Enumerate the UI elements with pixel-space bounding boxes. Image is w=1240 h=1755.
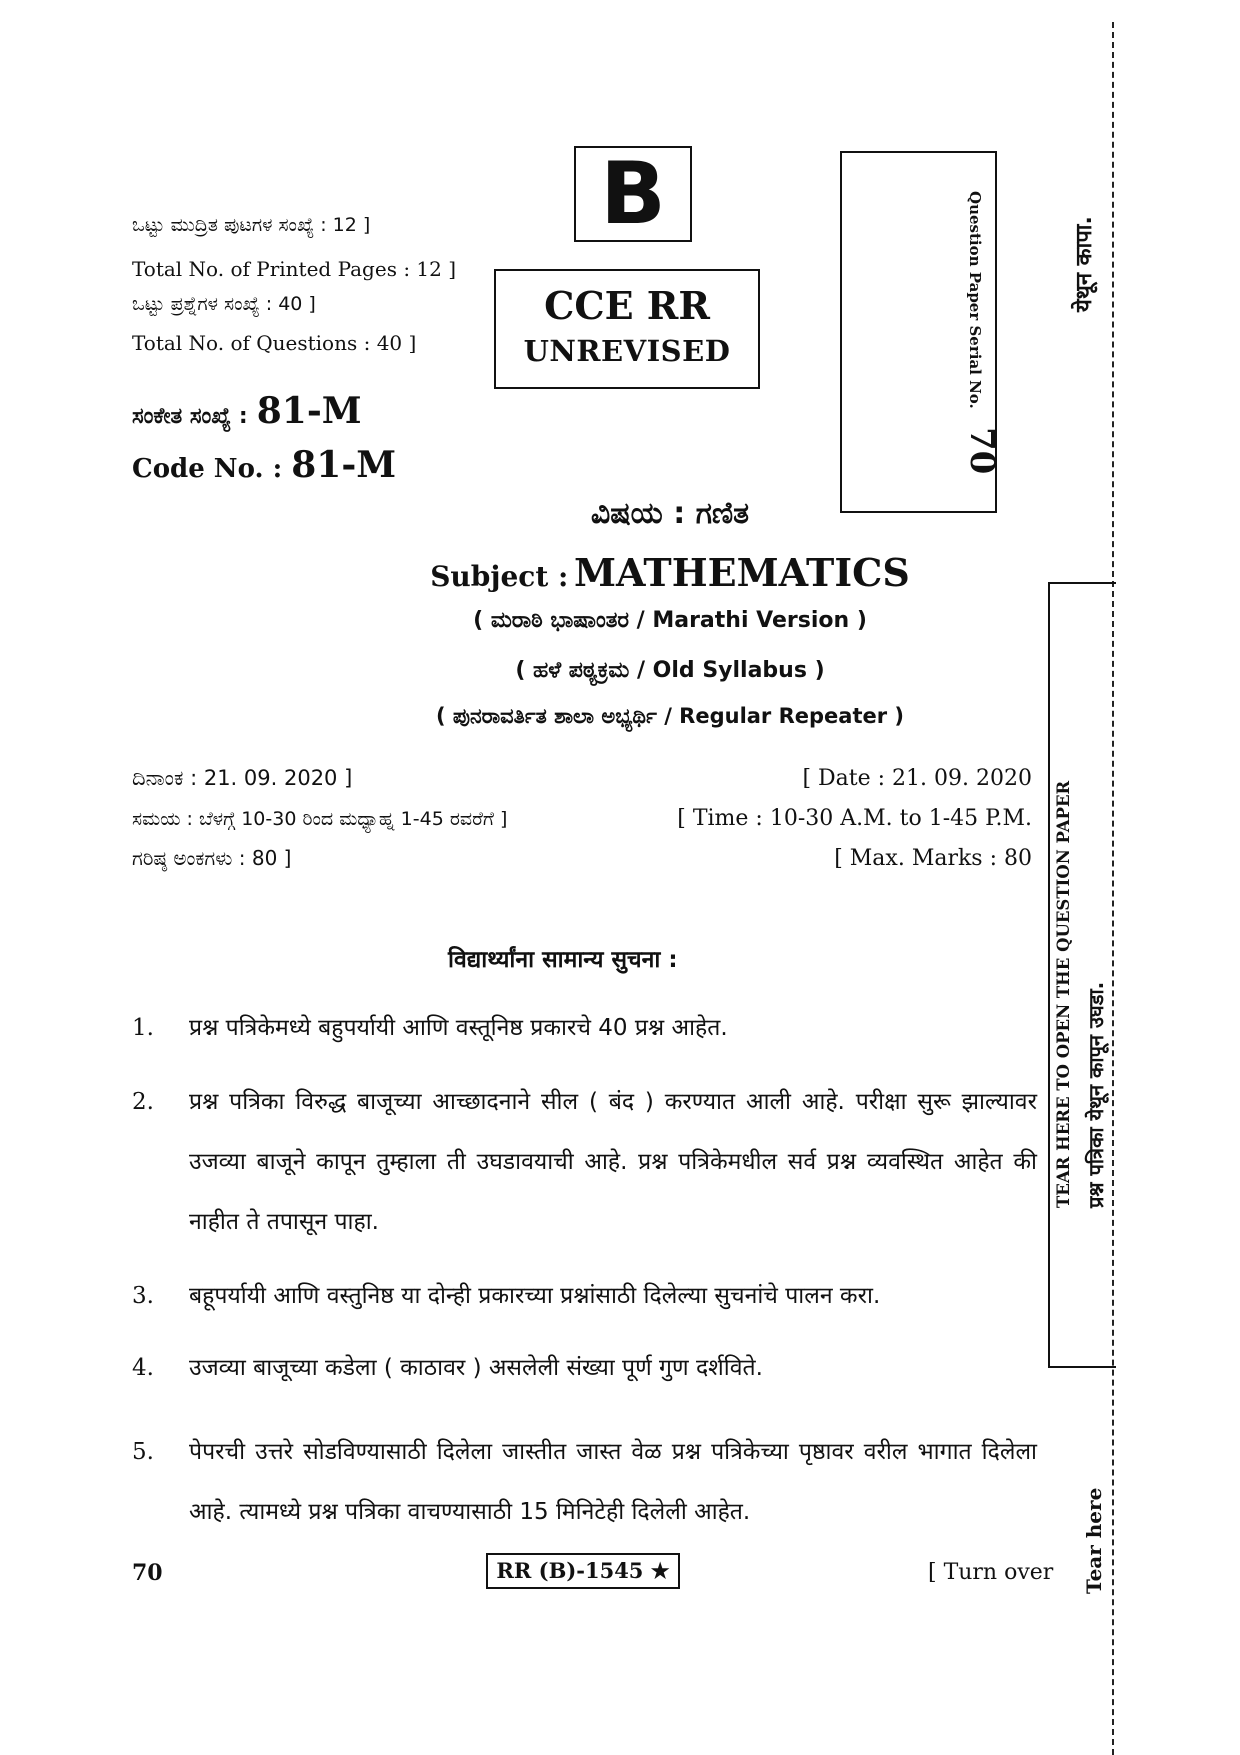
- instruction-text: उजव्या बाजूच्या कडेला ( काठावर ) असलेली संख्या पूर्ण गुण दर्शविते.: [189, 1355, 763, 1381]
- serial-box: [840, 151, 1002, 513]
- time-kn: ಸಮಯ : ಬೆಳಗ್ಗೆ 10-30 ರಿಂದ ಮಧ್ಯಾಹ್ನ 1-45 ರವರೆಗೆ ]: [132, 808, 508, 830]
- tear-label-en: TEAR HERE TO OPEN THE QUESTION PAPER: [1054, 780, 1073, 1208]
- instruction-text: बहूपर्यायी आणि वस्तुनिष्ठ या दोन्ही प्रकारच्या प्रश्नांसाठी दिलेल्या सुचनांचे पालन करा.: [189, 1283, 881, 1309]
- date-en: [ Date : 21. 09. 2020: [802, 766, 1032, 791]
- cce-box: [494, 269, 760, 389]
- date-row: [132, 766, 1032, 791]
- tear-label-mr: प्रश्न पत्रिका येथून कापून उघडा.: [1084, 981, 1108, 1208]
- questions-en: Total No. of Questions : 40 ]: [132, 331, 417, 355]
- time-row: [132, 806, 1032, 831]
- pages-en: Total No. of Printed Pages : 12 ]: [132, 257, 457, 281]
- pages-kn: ಒಟ್ಟು ಮುದ್ರಿತ ಪುಟಗಳ ಸಂಖ್ಯೆ : 12 ]: [132, 214, 371, 236]
- cut-here-label: येथून कापा.: [1072, 216, 1097, 312]
- date-kn: ದಿನಾಂಕ : 21. 09. 2020 ]: [132, 766, 353, 790]
- instruction-num: 5.: [132, 1439, 154, 1465]
- marks-en: [ Max. Marks : 80: [834, 846, 1032, 871]
- version-letter-box: B: [574, 146, 692, 242]
- marks-kn: ಗರಿಷ್ಠ ಅಂಕಗಳು : 80 ]: [132, 846, 292, 870]
- instruction-num: 2.: [132, 1089, 154, 1115]
- paper-code-box: RR (B)-1545 ★: [486, 1553, 680, 1589]
- time-en: [ Time : 10-30 A.M. to 1-45 P.M.: [677, 806, 1032, 831]
- cce-line2: UNREVISED: [523, 334, 731, 368]
- instruction-text: प्रश्न पत्रिकेमध्ये बहुपर्यायी आणि वस्तूनिष्ठ प्रकारचे 40 प्रश्न आहेत.: [189, 1015, 728, 1041]
- serial-label: Question Paper Serial No.: [966, 191, 984, 409]
- version-line: ( ಮರಾಠಿ ಭಾಷಾಂತರ / Marathi Version ): [473, 608, 867, 633]
- code-kn: [132, 390, 362, 432]
- turn-over: [ Turn over: [928, 1560, 1054, 1585]
- questions-kn: ಒಟ್ಟು ಪ್ರಶ್ನೆಗಳ ಸಂಖ್ಯೆ : 40 ]: [132, 293, 316, 315]
- marks-row: [132, 846, 1032, 871]
- instruction-text: पेपरची उत्तरे सोडविण्यासाठी दिलेला जास्तीत जास्त वेळ प्रश्न पत्रिकेच्या पृष्ठावर वरील भागात दिलेला आहे. त्यामध्ये प्रश्न पत्रिका वाचण्यासाठी 15 मिनिटेही दिलेली आहेत.: [189, 1439, 1037, 1525]
- code-kn-value: 81-M: [256, 390, 362, 432]
- syllabus-line: ( ಹಳೆ ಪಠ್ಯಕ್ರಮ / Old Syllabus ): [515, 658, 825, 683]
- instruction-num: 3.: [132, 1283, 154, 1309]
- instruction-num: 1.: [132, 1015, 154, 1041]
- instruction-num: 4.: [132, 1355, 154, 1381]
- page-number: 70: [132, 1560, 163, 1586]
- code-kn-label: ಸಂಕೇತ ಸಂಖ್ಯೆ :: [132, 404, 248, 429]
- instructions-title: विद्यार्थ्यांना सामान्य सुचना :: [448, 947, 678, 973]
- serial-value: 70: [962, 427, 1002, 475]
- cce-line1: CCE RR: [544, 283, 710, 328]
- subject-kn: ವಿಷಯ : ಗಣಿತ: [590, 496, 750, 531]
- instruction-text: प्रश्न पत्रिका विरुद्ध बाजूच्या आच्छादनाने सील ( बंद ) करण्यात आली आहे. परीक्षा सुरू झाल्यावर उजव्या बाजूने कापून तुम्हाला ती उघडावयाची आहे. प्रश्न पत्रिकेमधील सर्व प्रश्न व्यवस्थित आहेत की नाहीत ते तपासून पाहा.: [189, 1089, 1037, 1235]
- tear-here-label: Tear here: [1082, 1487, 1106, 1594]
- subject-en-value: MATHEMATICS: [573, 550, 910, 595]
- tear-box: [1048, 582, 1116, 1368]
- code-en-label: Code No. :: [132, 454, 283, 484]
- code-en-value: 81-M: [291, 444, 397, 486]
- candidate-line: ( ಪುನರಾವರ್ತಿತ ಶಾಲಾ ಅಭ್ಯರ್ಥಿ / Regular Repeater ): [435, 704, 905, 728]
- subject-en-label: Subject :: [430, 560, 569, 593]
- code-en: [132, 444, 396, 486]
